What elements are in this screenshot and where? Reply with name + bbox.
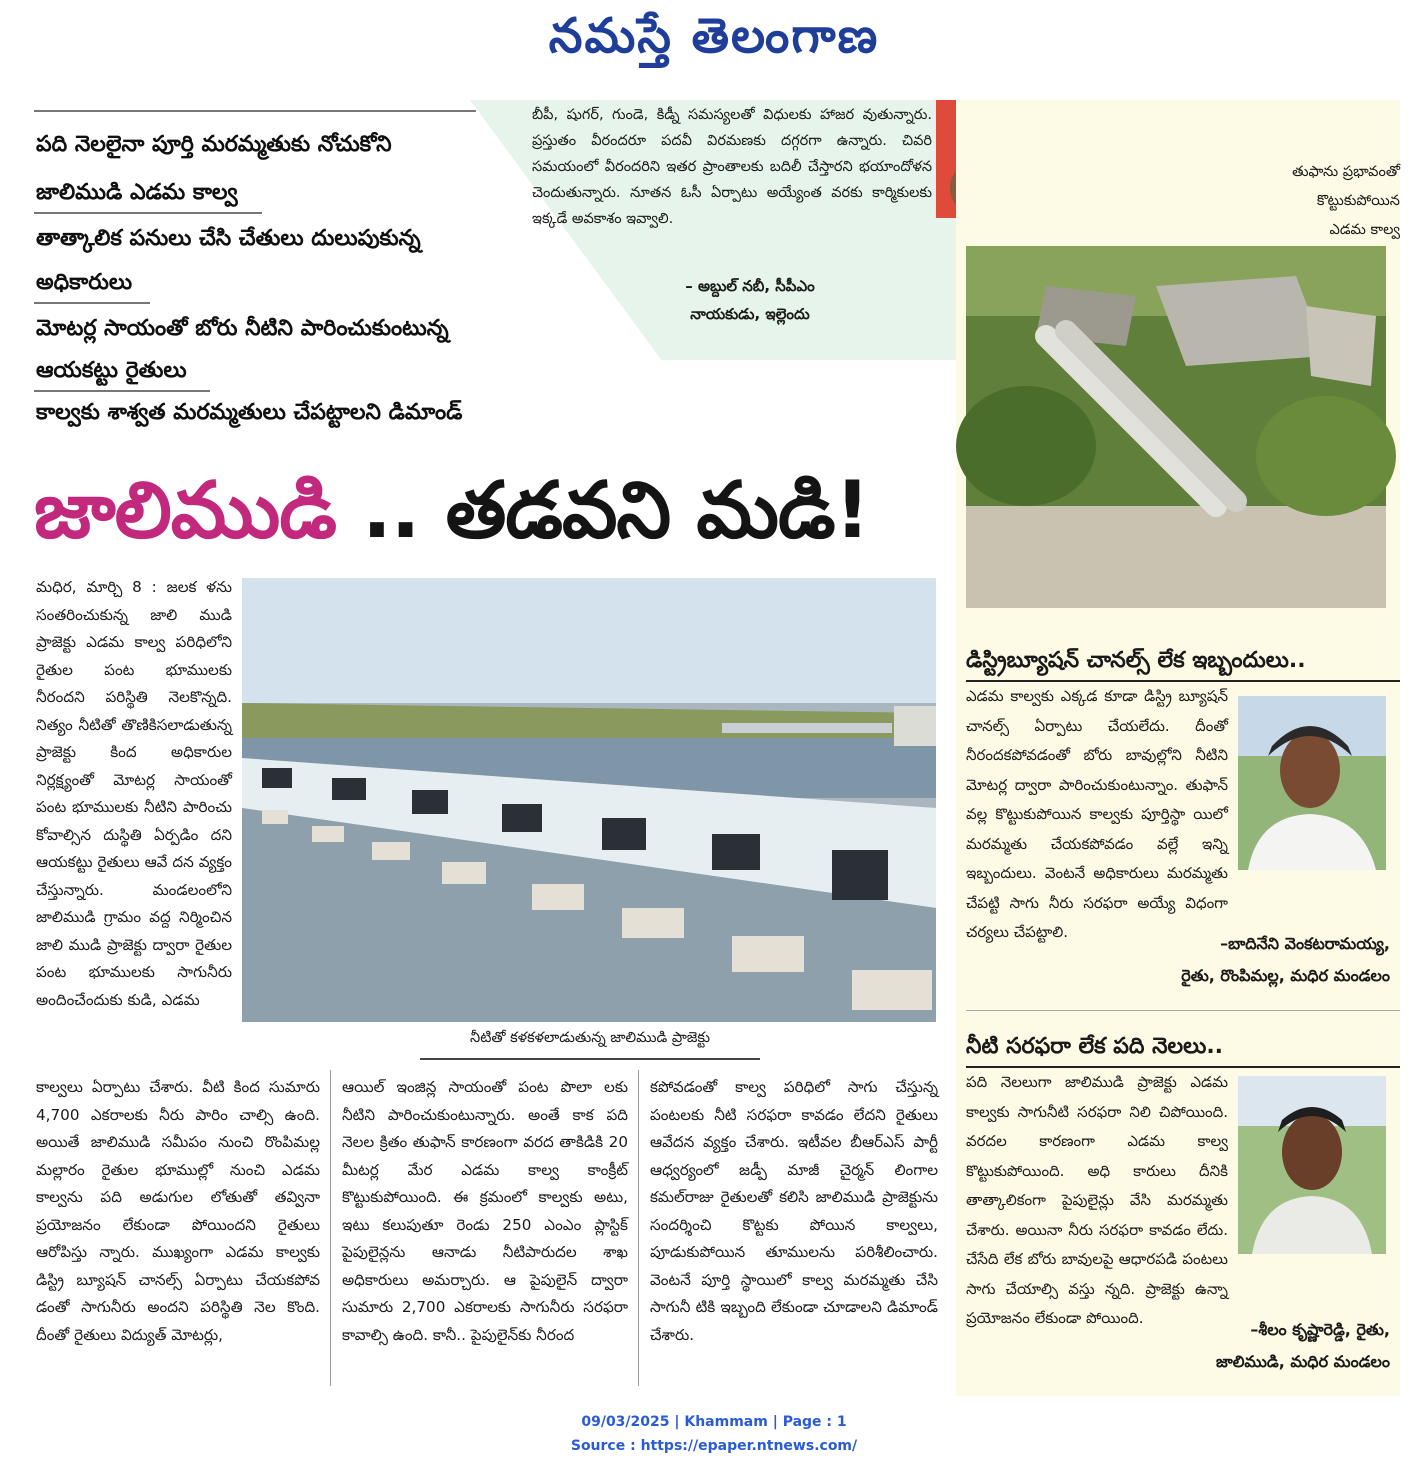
body-column-1-bottom: కాల్వలు ఏర్పాటు చేశారు. వీటి కింద సుమారు 4,700 ఎకరాలకు నీరు పారిం చాల్సి ఉంది. అయితే జాలిముడి సమీపం నుంచి రొంపిమల్ల మల్లారం రైతుల భూముల్లో నుంచి ఎడమ కాల్వను పది అడుగుల లోతుతో తవ్వినా ప్రయోజనం లేకుండా పోయిందని రైతులు ఆరోపిస్తు న్నారు. ముఖ్యంగా ఎడమ కాల్వకు డిస్ట్రి బ్యూషన్ చానల్స్ ఏర్పాటు చేయకపోవ డంతో సాగునీరు అందని పరిస్థితి నెల కొంది. దీంతో రైతులు విద్యుత్ మోటర్లు,: [36, 1078, 320, 1344]
storm-caption-line2: కొట్టుకుపోయిన: [1316, 193, 1400, 209]
headline-rest: .. తడవని మడి!: [336, 466, 870, 556]
caption-rule: [420, 1058, 760, 1060]
farmer-portrait-icon: [1238, 696, 1386, 870]
quote-text: బీపీ, షుగర్, గుండె, కిడ్నీ సమస్యలతో విధులకు హాజర వుతున్నారు. ప్రస్తుతం వీరందరూ పదవీ విరమణకు దగ్గరగా ఉన్నారు. చివరి సమయంలో వీరందరిని ఇతర ప్రాంతాలకు బదిలీ చేస్తారని భయాందోళన చెందుతున్నారు. నూతన ఓసీ ఏర్పాటు అయ్యేంత వరకు కార్మికులకు ఇక్కడే అవకాశం ఇవ్వాలి.: [532, 107, 932, 227]
section1-title: డిస్ట్రిబ్యూషన్ చానల్స్ లేక ఇబ్బందులు..: [966, 648, 1306, 673]
highlight-top-rule: [34, 110, 476, 112]
highlight-line: పది నెలలైనా పూర్తి మరమ్మతుకు నోచుకోని: [36, 132, 392, 157]
highlight-rule: [34, 302, 150, 304]
storm-photo-caption: [1230, 158, 1400, 245]
highlight-line: కాల్వకు శాశ్వత మరమ్మతులు చేపట్టాలని డిమాండ్: [36, 400, 463, 425]
section2-credit-line1: –శీలం కృష్ణారెడ్డి, రైతు,: [1250, 1320, 1390, 1339]
body-column-1: మధిర, మార్చి 8 : జలక ళను సంతరించుకున్న జాలి ముడి ప్రాజెక్టు ఎడమ కాల్వ పరిధిలోని రైతుల పంట భూములకు నీరందని పరిస్థితి నెలకొన్నది. నిత్యం నీటితో తొణికిసలాడుతున్న ప్రాజెక్టు కింద అధికారుల నిర్లక్ష్యంతో మోటర్ల సాయంతో పంట భూములకు నీటిని పారించు కోవాల్సిన దుస్థితి ఏర్పడిం దని ఆయకట్టు రైతులు ఆవే దన వ్యక్తం చేస్తున్నారు. మండలంలోని జాలిముడి గ్రామం వద్ద నిర్మించిన జాలి ముడి ప్రాజెక్టు ద్వారా రైతుల పంట భూములకు సాగునీరు అందించేందుకు కుడి, ఎడమ: [36, 578, 232, 1009]
quote-credit: [600, 272, 900, 328]
storm-caption-line3: ఎడమ కాల్వ: [1329, 222, 1400, 238]
highlight-line: ఆయకట్టు రైతులు: [36, 358, 187, 383]
section1-credit-line2: రైతు, రొంపిమల్ల, మధిర మండలం: [1181, 966, 1390, 985]
highlight-line: అధికారులు: [36, 270, 133, 295]
masthead: నమస్తే తెలంగాణ: [548, 8, 880, 64]
section2-top-rule: [966, 1010, 1400, 1011]
damaged-canal-illustration: [966, 246, 1386, 608]
highlight-line: తాత్కాలిక పనులు చేసి చేతులు దులుపుకున్న: [36, 226, 421, 251]
highlight-line: జాలిముడి ఎడమ కాల్వ: [36, 180, 238, 205]
body-column-3: కపోవడంతో కాల్వ పరిధిలో సాగు చేస్తున్న పంటలకు నీటి సరఫరా కావడం లేదని రైతులు ఆవేదన వ్యక్తం చేశారు. ఇటీవల బీఆర్‌ఎస్ పార్టీ ఆధ్వర్యంలో జడ్పీ మాజీ చైర్మన్ లింగాల కమల్‌రాజు రైతులతో కలిసి జాలిముడి ప్రాజెక్టును సందర్శించి కొట్టకు పోయిన కాల్వలు, పూడుకుపోయిన తూములను పరిశీలించారు. వెంటనే పూర్తి స్థాయిలో కాల్వ మరమ్మతు చేసి సాగునీ టికి ఇబ్బంది లేకుండా చూడాలని డిమాండ్ చేశారు.: [650, 1078, 938, 1344]
main-photo-caption: నీటితో కళకళలాడుతున్న జాలిముడి ప్రాజెక్టు: [470, 1030, 710, 1046]
footer-date-line: 09/03/2025 | Khammam | Page : 1: [581, 1414, 847, 1430]
body-column-2: ఆయిల్ ఇంజిన్ల సాయంతో పంట పొలా లకు నీటిని పారించుకుంటున్నారు. అంతే కాక పది నెలల క్రితం తుఫాన్ కారణంగా వరద తాకిడికి 20 మీటర్ల మేర ఎడమ కాల్వ కాంక్రీట్ కొట్టుకుపోయింది. ఈ క్రమంలో కాల్వకు అటు, ఇటు కలుపుతూ రెండు 250 ఎంఎం ప్లాస్టిక్ పైపులైన్లను ఆనాడు నీటిపారుదల శాఖ అధికారులు అమర్చారు. ఆ పైపులైన్ ద్వారా సుమారు 2,700 ఎకరాలకు సాగునీరు సరఫరా కావాల్సి ఉంది. కానీ.. పైపులైన్‌కు నీరంద: [342, 1078, 628, 1344]
section2-portrait-photo: [1238, 1076, 1386, 1254]
section1-text-cont: [966, 878, 1390, 938]
highlight-line: మోటర్ల సాయంతో బోరు నీటిని పారించుకుంటున్న: [36, 316, 449, 341]
quote-credit-line2: నాయకుడు, ఇల్లెందు: [690, 305, 810, 323]
dam-main-photo: [242, 578, 936, 1022]
column-divider: [638, 1070, 639, 1386]
section1-portrait-photo: [1238, 696, 1386, 870]
section2-title: నీటి సరఫరా లేక పది నెలలు..: [966, 1034, 1224, 1059]
section1-text: ఎడమ కాల్వకు ఎక్కడ కూడా డిస్ట్రి బ్యూషన్ చానల్స్ ఏర్పాటు చేయలేదు. దీంతో నీరందకపోవడంతో బోరు బావుల్లోని నీటిని మోటర్ల ద్వారా పారించుకుంటున్నాం. తుఫాన్ వల్ల కొట్టుకుపోయిన కాల్వకు పూర్తిస్థా యిలో మరమ్మతు చేయకపోవడం వల్లే ఇన్ని ఇబ్బందులు. వెంటనే అధికారులు మరమ్మతు చేపట్టి సాగు నీరు సరఫరా అయ్యే విధంగా చర్యలు చేపట్టాలి.: [966, 687, 1228, 941]
quote-credit-line1: – అబ్దుల్ నబీ, సీపీఎం: [685, 277, 815, 295]
section2-text: పది నెలలుగా జాలిముడి ప్రాజెక్టు ఎడమ కాల్వకు సాగునీటి సరఫరా నిలి చిపోయింది. వరదల కారణంగా ఎడమ కాల్వ కొట్టుకుపోయింది. అధి కారులు దీనికి తాత్కాలికంగా పైపులైన్లు వేసి మరమ్మతు చేశారు. అయినా నీరు సరఫరా కావడం లేదు. చేసేది లేక బోరు బావులపై ఆధారపడి పంటలు సాగు చేయాల్సి వస్తు న్నది. ప్రాజెక్టు ఉన్నా ప్రయోజనం లేకుండా పోయింది.: [966, 1073, 1228, 1327]
damaged-canal-photo: [966, 246, 1386, 608]
farmer-portrait-icon: [1238, 1076, 1386, 1254]
highlight-rule: [34, 390, 210, 392]
headline: [34, 466, 869, 575]
section1-credit-line1: –బాదినేని వెంకటరామయ్య,: [1220, 934, 1390, 953]
column-divider: [330, 1070, 331, 1386]
headline-accent: జాలిముడి: [34, 466, 336, 556]
section2-credit-line2: జాలిముడి, మధిర మండలం: [1215, 1352, 1390, 1371]
storm-caption-line1: తుఫాను ప్రభావంతో: [1292, 164, 1400, 180]
dam-illustration: [242, 578, 936, 1022]
highlight-rule: [34, 212, 262, 214]
footer-source-line: Source : https://epaper.ntnews.com/: [570, 1438, 858, 1454]
